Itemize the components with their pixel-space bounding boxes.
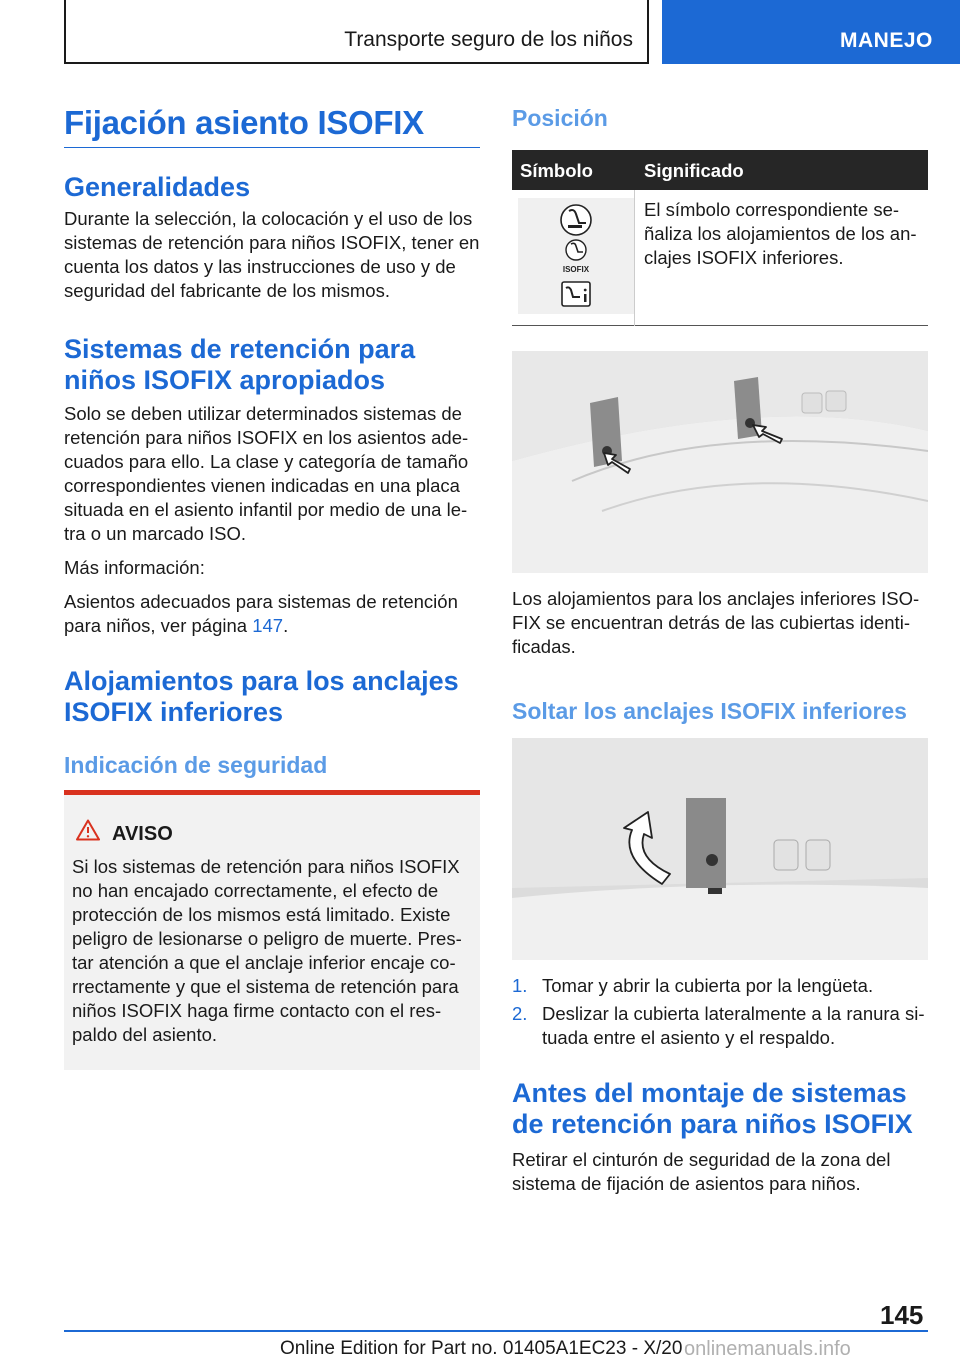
photo1-caption: Los alojamientos para los anclajes inferiores ISOFIX se encuentran detrás de las cubiertas identificadas. <box>512 588 920 657</box>
warning-box <box>64 790 480 1070</box>
seat-anchors-illustration <box>512 351 928 573</box>
chapter-tab[interactable] <box>662 0 960 64</box>
more-info-text <box>64 590 480 638</box>
general-section <box>64 172 480 303</box>
section-title: Transporte seguro de los niños <box>344 28 633 51</box>
step-number: 1. <box>512 975 528 996</box>
symbol-table-header <box>512 150 928 190</box>
page-link[interactable]: 147 <box>252 615 284 636</box>
symbol-meaning: El símbolo correspondiente señaliza los alojamientos de los anclajes ISOFIX inferiores. <box>644 199 917 268</box>
suitable-heading: Sistemas de retención para niños ISOFIX apropiados <box>64 334 416 395</box>
page-number: 145 <box>880 1300 924 1330</box>
general-text: Durante la selección, la colocación y el uso de los sistemas de retención para niños ISOFIX, tener en cuenta los datos y las instrucciones de uso y de seguridad del fabricante de los mismos. <box>64 208 480 301</box>
suitable-section <box>64 334 480 638</box>
anchors-heading: Alojamientos para los anclajes ISOFIX inferiores <box>64 666 459 727</box>
release-heading: Soltar los anclajes ISOFIX inferiores <box>512 698 907 724</box>
warning-text: Si los sistemas de retención para niños ISOFIX no han encajado correctamente, el efecto de protección de los mismos está limitado. Existe peligro de lesionarse o peligro de muerte. Prestar atención a que el anclaje inferior encaje correctamente y que el sistema de retención para niños ISOFIX haga firme contacto con el respaldo del asiento. <box>72 856 462 1045</box>
isofix-anchor-photo <box>512 351 928 573</box>
col-meaning: Significado <box>644 160 744 181</box>
anchors-section <box>64 666 480 728</box>
table-column-divider <box>634 190 635 326</box>
step-number: 2. <box>512 1003 528 1024</box>
before-section <box>512 1078 928 1196</box>
watermark: onlinemanuals.info <box>684 1338 851 1360</box>
chapter-tab-label: MANEJO <box>840 29 933 52</box>
release-steps <box>512 974 928 1054</box>
warning-triangle-icon <box>76 819 100 841</box>
more-info-label: Más información: <box>64 557 205 578</box>
before-heading: Antes del montaje de sistemas de retención para niños ISOFIX <box>512 1078 913 1139</box>
title-rule <box>64 147 480 148</box>
position-heading: Posición <box>512 105 608 131</box>
isofix-release-photo <box>512 738 928 960</box>
safety-heading: Indicación de seguridad <box>64 752 328 778</box>
step-text: Tomar y abrir la cubierta por la lengüeta. <box>542 975 874 996</box>
footer-rule <box>64 1330 928 1332</box>
footer-edition: Online Edition for Part no. 01405A1EC23 - X/20 <box>280 1338 683 1359</box>
safety-section <box>64 751 480 779</box>
more-info-sentence: Asientos adecuados para sistemas de retención para niños, ver página <box>64 591 458 636</box>
suitable-text: Solo se deben utilizar determinados sistemas de retención para niños ISOFIX en los asientos adecuados para ello. La clase y categoría de tamaño correspondientes vienen indicadas en una placa situada en el asiento infantil por medio de una letra o un marcado ISO. <box>64 403 469 544</box>
general-heading: Generalidades <box>64 172 251 202</box>
symbol-table-row <box>512 190 928 326</box>
section-header-box <box>64 0 649 64</box>
isofix-symbols <box>518 198 634 314</box>
col-symbol: Símbolo <box>520 160 593 181</box>
more-info-period: . <box>283 615 289 636</box>
isofix-symbol-label: ISOFIX <box>562 265 590 274</box>
cover-release-illustration <box>512 738 928 960</box>
warning-title: AVISO <box>112 823 173 845</box>
step-item <box>512 974 928 998</box>
step-text: Deslizar la cubierta lateralmente a la ranura situada entre el asiento y el respaldo. <box>542 1003 925 1048</box>
page-header <box>0 0 960 66</box>
isofix-symbol-icon <box>518 198 634 314</box>
page-title: Fijación asiento ISOFIX <box>64 104 424 141</box>
before-text: Retirar el cinturón de seguridad de la zona del sistema de fijación de asientos para niños. <box>512 1149 891 1194</box>
step-item <box>512 1002 928 1050</box>
